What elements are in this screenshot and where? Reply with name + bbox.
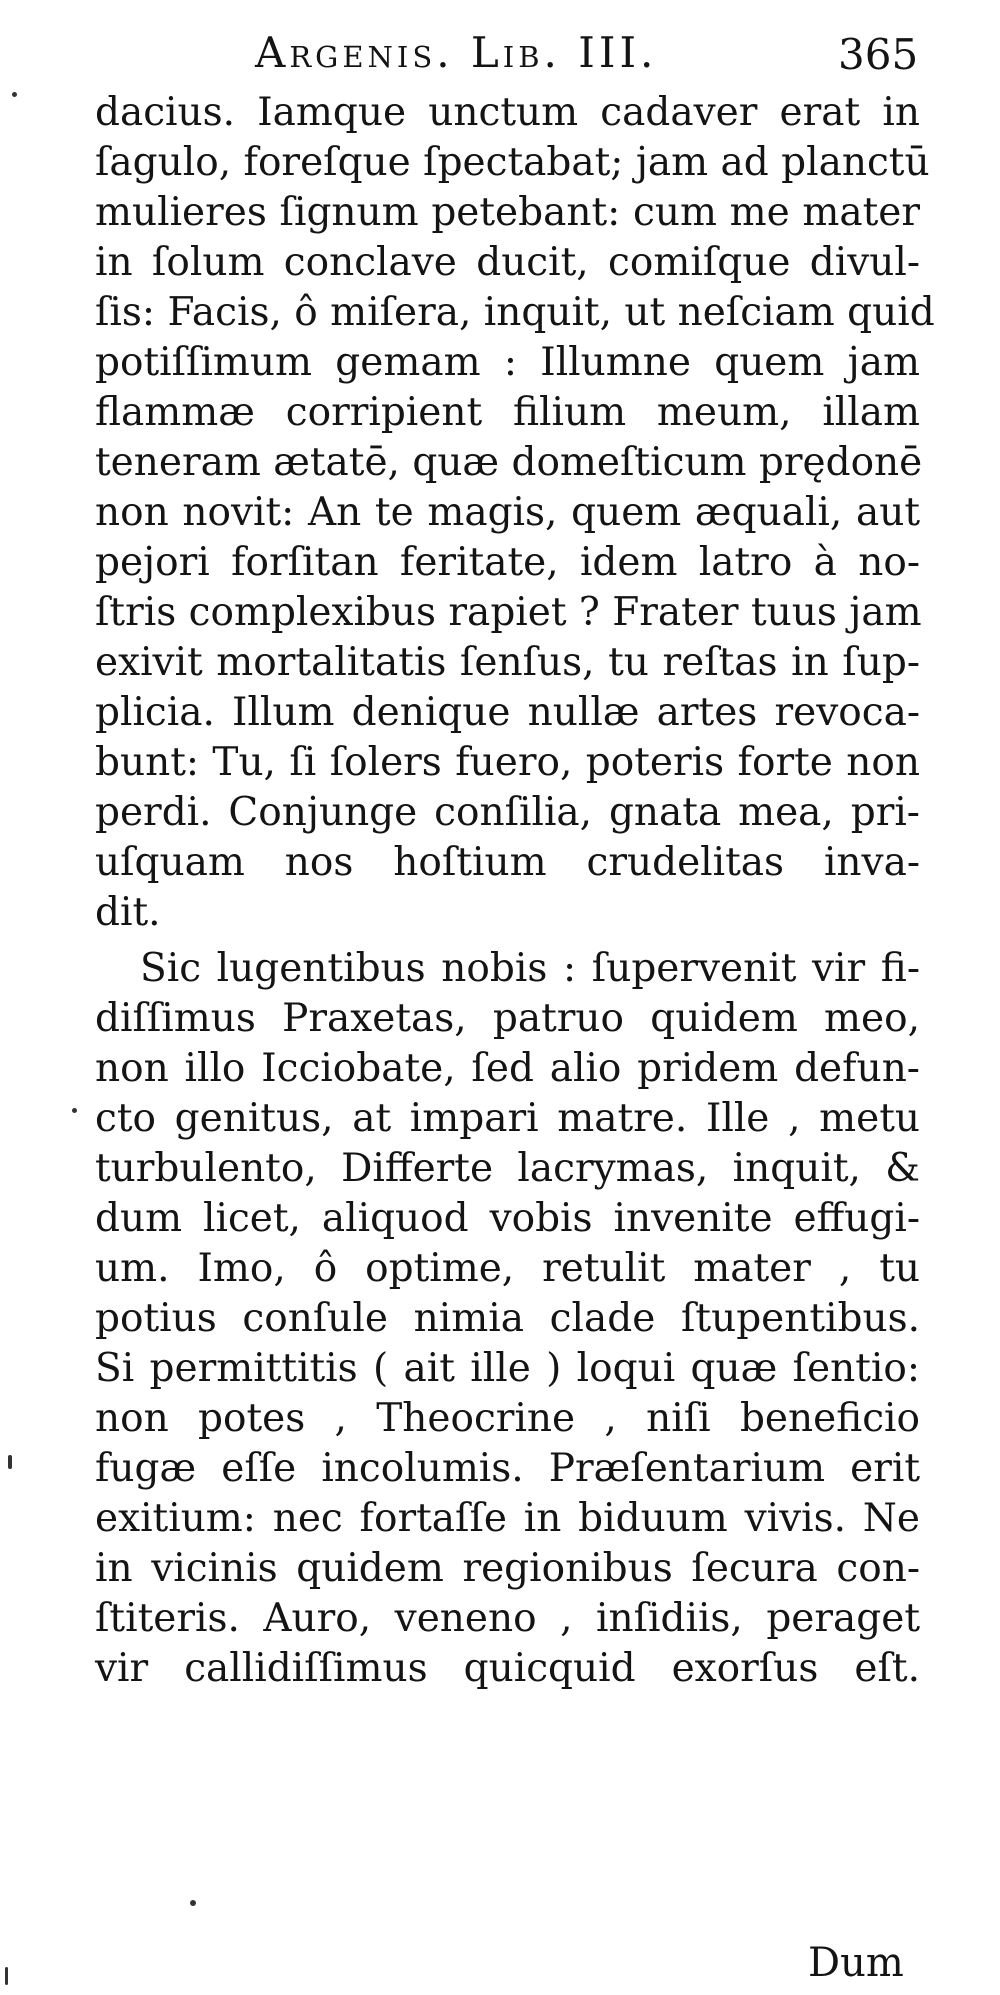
text-line: potiſſimum gemam : Illumne quem jam — [95, 340, 920, 385]
text-line: turbulento, Differte lacrymas, inquit, & — [95, 1146, 920, 1191]
text-line: non novit: An te magis, quem æquali, aut — [95, 490, 920, 535]
text-line: in ſolum conclave ducit, comiſque divul- — [95, 240, 920, 285]
text-line: exivit mortalitatis ſenſus, tu reſtas in ſup- — [95, 640, 920, 685]
text-line: Si permittitis ( ait ille ) loqui quæ ſentio: — [95, 1346, 920, 1391]
text-line: cto genitus, at impari matre. Ille , metu — [95, 1096, 920, 1141]
text-line: dit. — [95, 890, 161, 935]
ink-speck — [72, 1108, 77, 1113]
text-line: uſquam nos hoſtium crudelitas inva- — [95, 840, 920, 885]
ink-speck — [5, 1967, 8, 1985]
text-line: ſtiteris. Auro, veneno , inſidiis, peraget — [95, 1596, 920, 1641]
running-head: Argenis. Lib. III. — [255, 28, 658, 77]
catchword: Dum — [808, 1940, 904, 1986]
text-line: plicia. Illum denique nullæ artes revoca- — [95, 690, 920, 735]
ink-speck — [12, 92, 17, 97]
text-line: diſſimus Praxetas, patruo quidem meo, — [95, 996, 920, 1041]
text-line: vir callidiſſimus quicquid exorſus eſt. — [95, 1646, 920, 1691]
text-line: dum licet, aliquod vobis invenite effugi- — [95, 1196, 920, 1241]
text-line: exitium: nec fortaſſe in biduum vivis. Ne — [95, 1496, 920, 1541]
paragraph-first-line: Sic lugentibus nobis : ſupervenit vir fi- — [140, 946, 920, 991]
text-line: non illo Icciobate, ſed alio pridem defun- — [95, 1046, 920, 1091]
text-line: teneram ætatē, quæ domeſticum prędonē — [95, 440, 923, 485]
text-line: flammæ corripient filium meum, illam — [95, 390, 920, 435]
text-line: fugæ eſſe incolumis. Præſentarium erit — [95, 1446, 920, 1491]
text-line: mulieres ſignum petebant: cum me mater — [95, 190, 920, 235]
text-line: ſis: Facis, ô miſera, inquit, ut neſciam quid — [95, 290, 935, 335]
text-line: dacius. Iamque unctum cadaver erat in — [95, 90, 920, 135]
text-line: perdi. Conjunge conſilia, gnata mea, pri- — [95, 790, 920, 835]
text-line: potius conſule nimia clade ſtupentibus. — [95, 1296, 920, 1341]
ink-speck — [8, 1455, 12, 1469]
text-line: in vicinis quidem regionibus ſecura con- — [95, 1546, 920, 1591]
text-line: non potes , Theocrine , niſi beneficio — [95, 1396, 920, 1441]
text-line: ſtris complexibus rapiet ? Frater tuus jam — [95, 590, 922, 635]
text-line: pejori forſitan feritate, idem latro à no- — [95, 540, 920, 585]
text-line: ſagulo, foreſque ſpectabat; jam ad planctū — [95, 140, 930, 185]
text-line: bunt: Tu, ſi ſolers fuero, poteris forte non — [95, 740, 920, 785]
page-number: 365 — [838, 30, 919, 79]
text-line: um. Imo, ô optime, retulit mater , tu — [95, 1246, 920, 1291]
ink-speck — [190, 1900, 196, 1906]
